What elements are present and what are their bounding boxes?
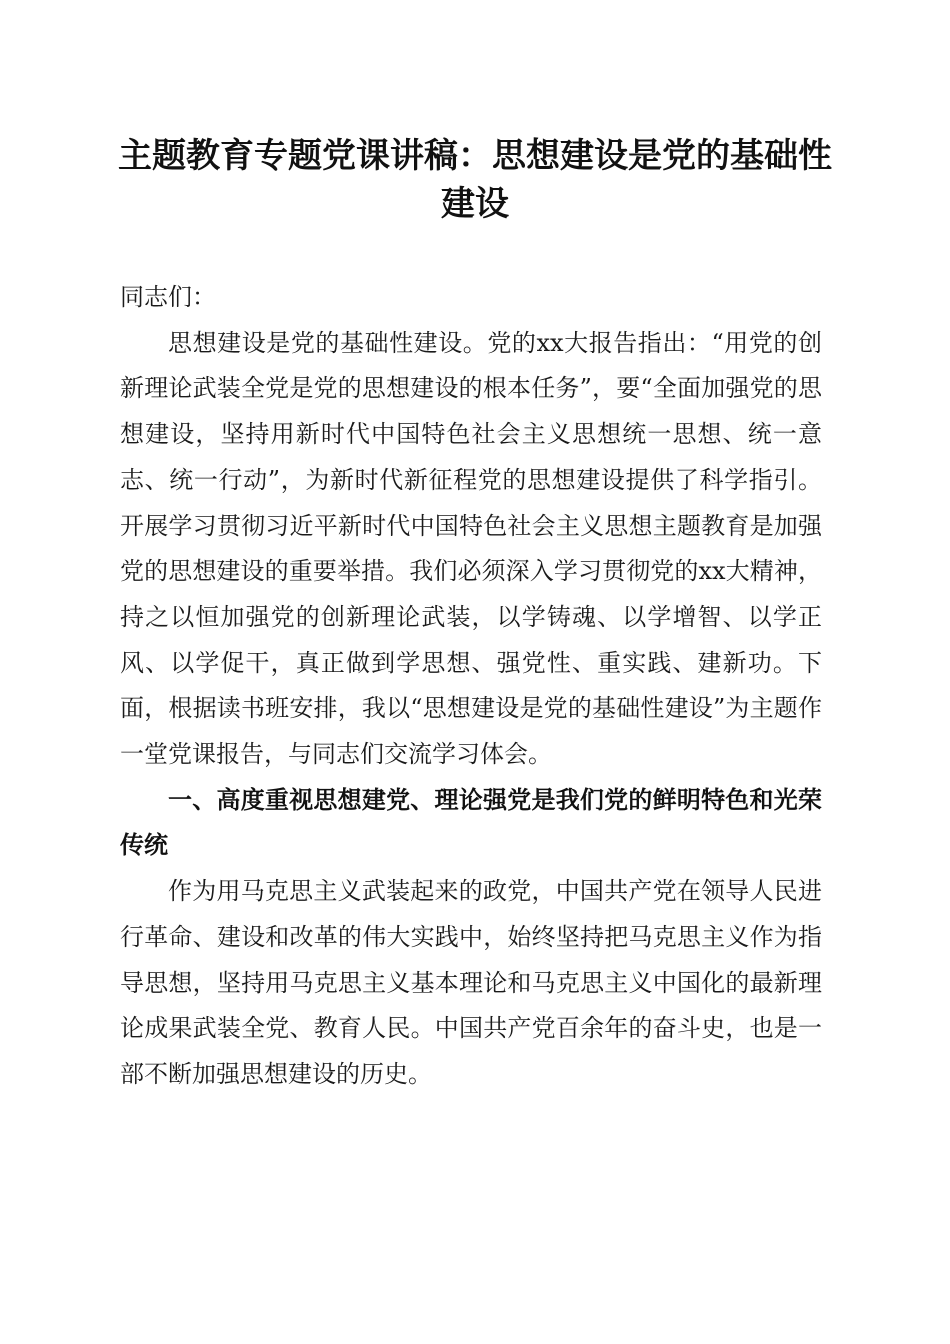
document-title: 主题教育专题党课讲稿：思想建设是党的基础性建设 (118, 136, 832, 224)
document-body (120, 275, 822, 1098)
section-heading-1: 一、高度重视思想建党、理论强党是我们党的鲜明特色和光荣传统 (120, 785, 822, 860)
paragraph-intro: 思想建设是党的基础性建设。党的xx大报告指出：“用党的创新理论武装全党是党的思想建设的根本任务”，要“全面加强党的思想建设，坚持用新时代中国特色社会主义思想统一思想、统一意志、统一行动”，为新时代新征程党的思想建设提供了科学指引。开展学习贯彻习近平新时代中国特色社会主义思想主题教育是加强党的思想建设的重要举措。我们必须深入学习贯彻党的xx大精神，持之以恒加强党的创新理论武装，以学铸魂、以学增智、以学正风、以学促干，真正做到学思想、强党性、重实践、建新功。下面，根据读书班安排，我以“思想建设是党的基础性建设”为主题作一堂党课报告，与同志们交流学习体会。 (120, 328, 822, 769)
paragraph-section-1: 作为用马克思主义武装起来的政党，中国共产党在领导人民进行革命、建设和改革的伟大实践中，始终坚持把马克思主义作为指导思想，坚持用马克思主义基本理论和马克思主义中国化的最新理论成果武装全党、教育人民。中国共产党百余年的奋斗史，也是一部不断加强思想建设的历史。 (120, 877, 822, 1088)
salutation: 同志们： (120, 283, 216, 311)
